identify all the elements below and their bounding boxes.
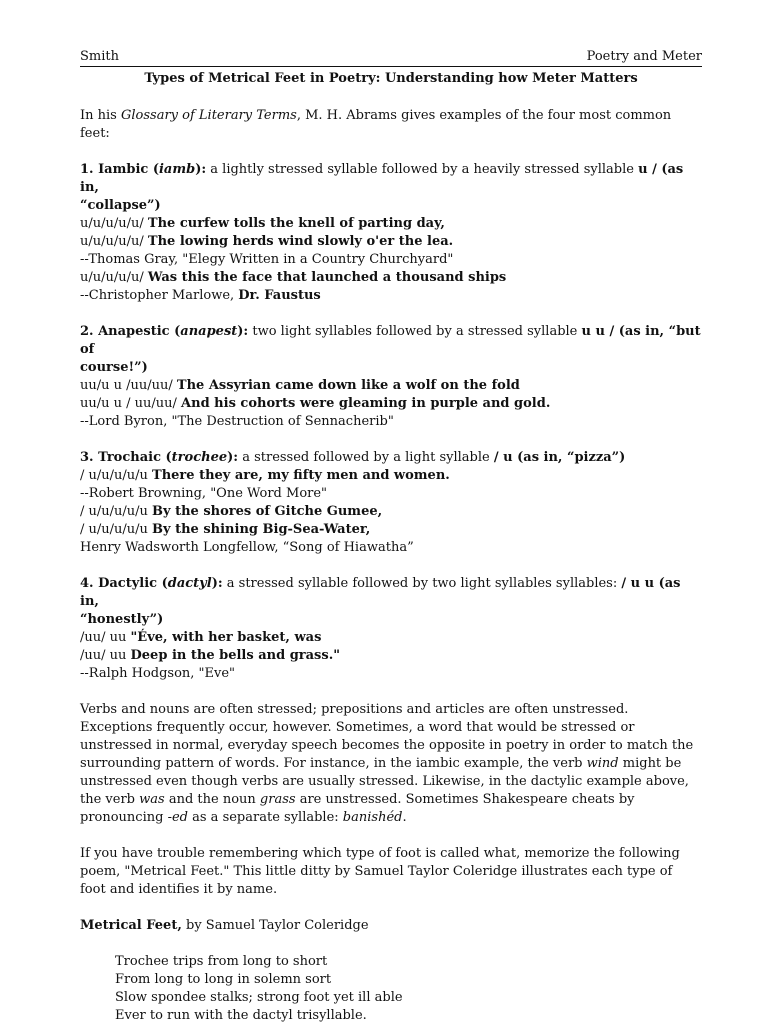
poem-line: Ever to run with the dactyl trisyllable. bbox=[115, 1008, 367, 1023]
header-rule bbox=[80, 66, 702, 67]
remember-paragraph: If you have trouble remembering which type of foot is called what, memorize the following poem, "Metrical Feet." This little ditty by Samuel Taylor Coleridge illustrates each type of foot and identifies it by name. bbox=[80, 846, 680, 897]
example-line: u/u/u/u/u/ Was this the face that launched a thousand ships bbox=[80, 270, 507, 285]
section-heading: 1. Iambic (iamb): a lightly stressed syllable followed by a heavily stressed syllable u / (as in, “collapse”) bbox=[80, 162, 684, 213]
section-iambic bbox=[80, 161, 702, 305]
attribution: --Christopher Marlowe, Dr. Faustus bbox=[80, 288, 321, 303]
attribution: --Lord Byron, "The Destruction of Sennacherib" bbox=[80, 414, 394, 429]
explanation-paragraph: Verbs and nouns are often stressed; prepositions and articles are often unstressed. Exceptions frequently occur, however. Sometimes, a word that would be stressed or unstressed in normal, everyday speech becomes the opposite in poetry in order to match the surrounding pattern of words. For instance, in the iambic example, the verb wind might be unstressed even though verbs are usually stressed. Likewise, in the dactylic example above, the verb was and the noun grass are unstressed. Sometimes Shakespeare cheats by pronouncing -ed as a separate syllable: banishéd. bbox=[80, 702, 694, 825]
section-dactylic bbox=[80, 575, 702, 683]
section-heading: 2. Anapestic (anapest): two light syllables followed by a stressed syllable u u / (as in, “but of course!”) bbox=[80, 324, 701, 375]
poem-line: From long to long in solemn sort bbox=[115, 972, 332, 987]
poem-line: Trochee trips from long to short bbox=[115, 954, 328, 969]
example-line: u/u/u/u/u/ The lowing herds wind slowly o'er the lea. bbox=[80, 234, 454, 249]
example-line: /uu/ uu "Éve, with her basket, was bbox=[80, 630, 322, 645]
book-title: Glossary of Literary Terms bbox=[120, 108, 297, 123]
section-trochaic bbox=[80, 449, 702, 557]
intro-paragraph: In his Glossary of Literary Terms, M. H. Abrams gives examples of the four most common feet: bbox=[80, 108, 672, 141]
example-line: / u/u/u/u/u By the shining Big-Sea-Water, bbox=[80, 522, 371, 537]
attribution: Henry Wadsworth Longfellow, “Song of Hiawatha” bbox=[80, 540, 414, 555]
header-course: Poetry and Meter bbox=[586, 49, 702, 64]
attribution: --Robert Browning, "One Word More" bbox=[80, 486, 328, 501]
document-title: Types of Metrical Feet in Poetry: Understanding how Meter Matters bbox=[144, 71, 638, 86]
poem-stanza bbox=[80, 953, 702, 1025]
attribution: --Thomas Gray, "Elegy Written in a Country Churchyard" bbox=[80, 252, 454, 267]
section-heading: 4. Dactylic (dactyl): a stressed syllable followed by two light syllables syllables: / u u (as in, “honestly”) bbox=[80, 576, 681, 627]
running-header bbox=[80, 48, 702, 66]
document-body bbox=[80, 107, 702, 1025]
example-line: / u/u/u/u/u There they are, my fifty men and women. bbox=[80, 468, 450, 483]
poem-line: Slow spondee stalks; strong foot yet ill able bbox=[115, 990, 403, 1005]
example-line: uu/u u / uu/uu/ And his cohorts were gleaming in purple and gold. bbox=[80, 396, 551, 411]
example-line: / u/u/u/u/u By the shores of Gitche Gumee, bbox=[80, 504, 383, 519]
attribution: --Ralph Hodgson, "Eve" bbox=[80, 666, 236, 681]
section-heading: 3. Trochaic (trochee): a stressed followed by a light syllable / u (as in, “pizza”) bbox=[80, 450, 626, 465]
example-line: /uu/ uu Deep in the bells and grass." bbox=[80, 648, 340, 663]
section-anapestic bbox=[80, 323, 702, 431]
header-author: Smith bbox=[80, 49, 119, 64]
example-line: u/u/u/u/u/ The curfew tolls the knell of parting day, bbox=[80, 216, 445, 231]
example-line: uu/u u /uu/uu/ The Assyrian came down like a wolf on the fold bbox=[80, 378, 520, 393]
poem-title: Metrical Feet, by Samuel Taylor Coleridge bbox=[80, 918, 369, 933]
